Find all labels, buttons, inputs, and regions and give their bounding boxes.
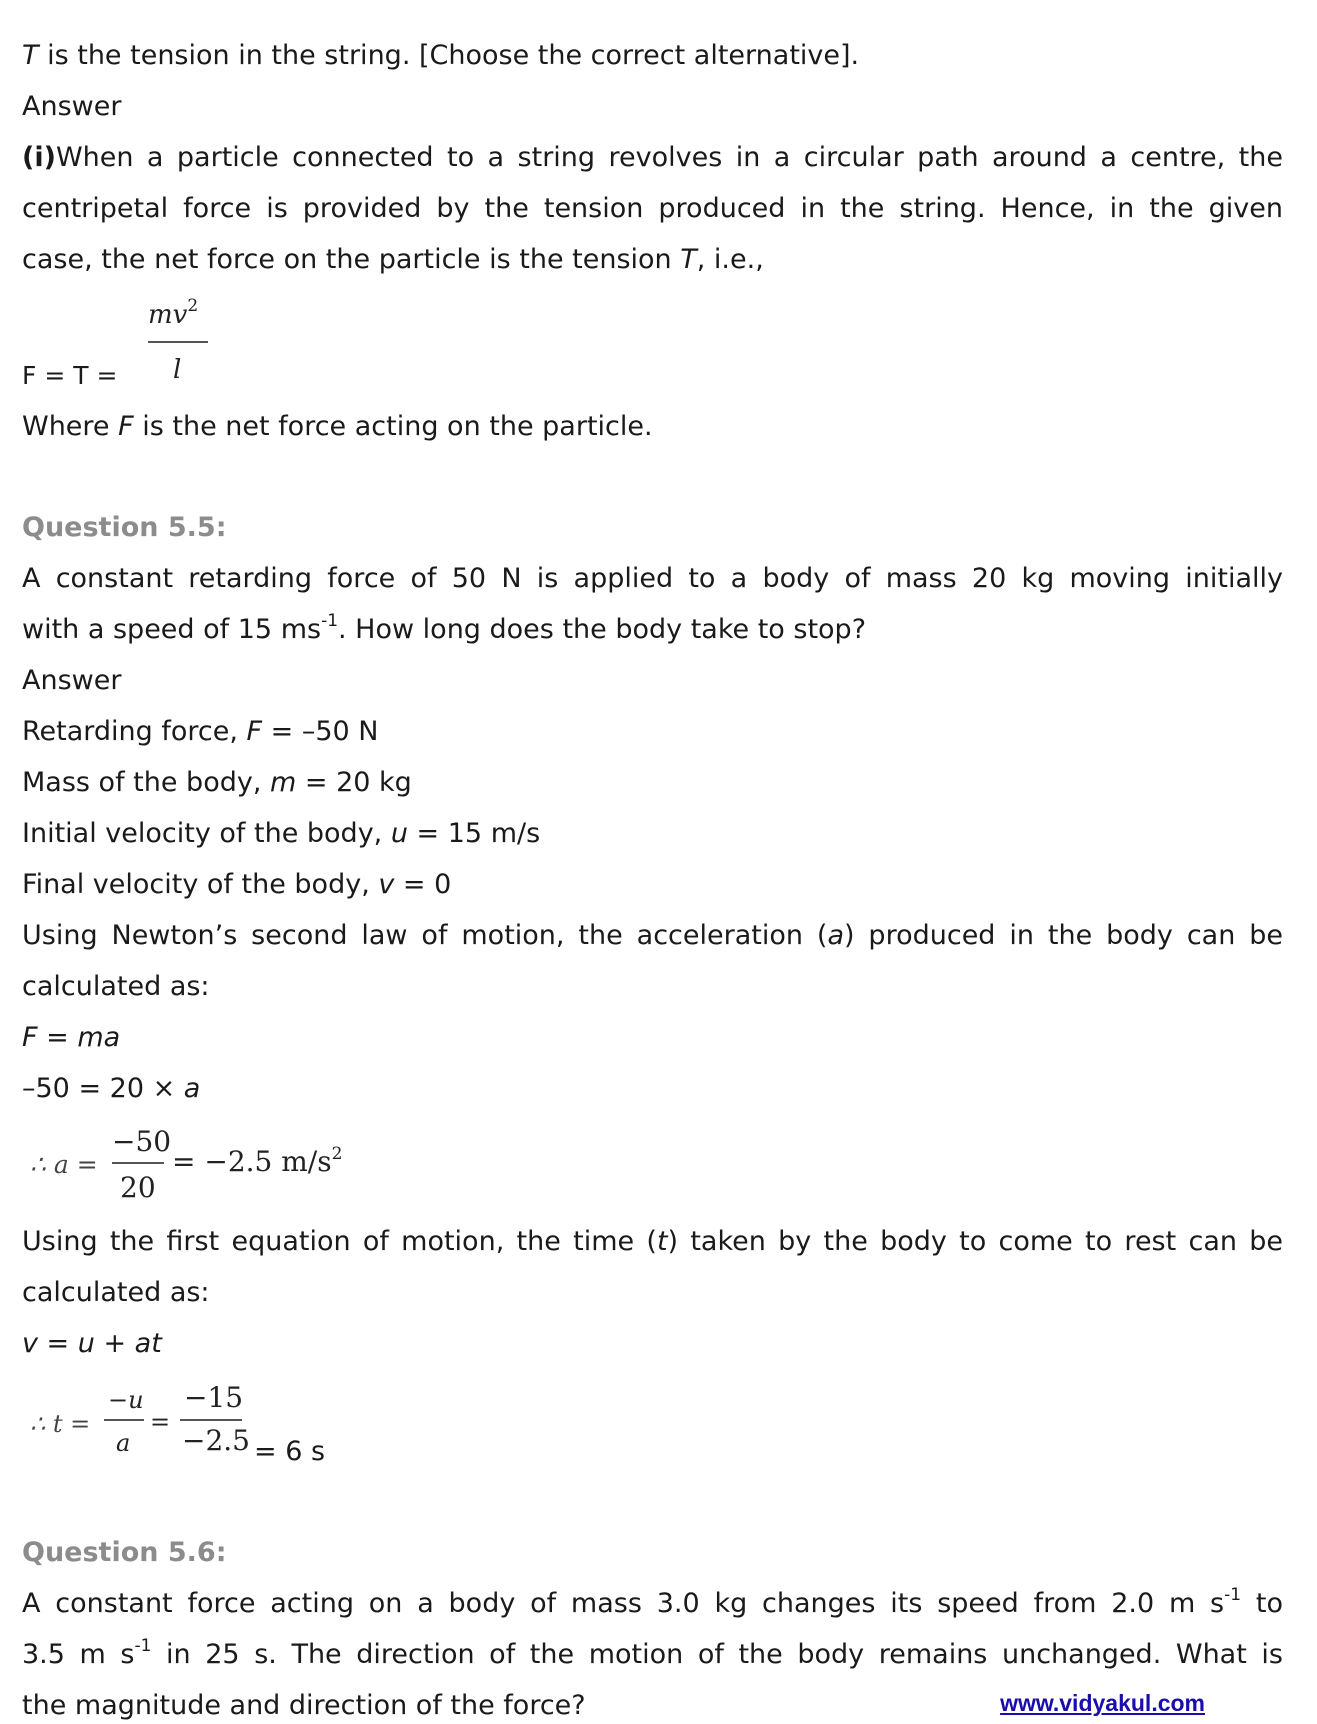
question-text: the magnitude and direction of the force?: [22, 1690, 586, 1721]
equation-line: –50 = 20 × a: [22, 1073, 201, 1104]
question-text: with a speed of 15 $ms^{-1}$. How long does the body take to stop?: [22, 611, 867, 645]
given-line: Initial velocity of the body, u = 15 m/s: [22, 818, 541, 849]
given-line: Retarding force, F = –50 N: [22, 716, 379, 747]
where-sentence: Where F is the net force acting on the particle.: [22, 411, 653, 442]
fraction-denominator: 20: [120, 1171, 156, 1204]
explanation-line: calculated as:: [22, 971, 210, 1002]
answer-label: Answer: [22, 91, 122, 122]
fraction-numerator: −50: [112, 1125, 172, 1158]
fraction-numerator: −u: [108, 1386, 144, 1414]
equation-lhs: ∴ t =: [30, 1410, 91, 1438]
question-text: A constant force acting on a body of mass 3.0 kg changes its speed from 2.0 m $s^{-1}$ to: [22, 1585, 1283, 1619]
para-line: (i)When a particle connected to a string revolves in a circular path around a centre, the: [22, 142, 1283, 173]
equation-result: = 6 s: [254, 1436, 326, 1467]
equation-v-u-at: v = u + at: [22, 1328, 162, 1359]
fraction-bar: [112, 1162, 164, 1164]
question-text: A constant retarding force of 50 N is applied to a body of mass 20 kg moving initially: [22, 563, 1283, 594]
equation-lhs: ∴ a =: [30, 1150, 98, 1179]
fraction-numerator: −15: [184, 1381, 244, 1414]
explanation-line: calculated as:: [22, 1277, 210, 1308]
fraction-denominator: a: [116, 1429, 131, 1457]
explanation-line: Using the first equation of motion, the time (t) taken by the body to come to rest can be: [22, 1226, 1283, 1257]
para-line: centripetal force is provided by the tension produced in the string. Hence, in the given: [22, 193, 1283, 224]
fraction-bar: [104, 1419, 144, 1421]
para-line: case, the net force on the particle is the tension T, i.e.,: [22, 244, 764, 275]
question-title: Question 5.5:: [22, 512, 227, 543]
fraction-bar: [180, 1419, 242, 1421]
question-title: Question 5.6:: [22, 1537, 227, 1568]
given-line: Final velocity of the body, v = 0: [22, 869, 452, 900]
equation-denominator: l: [173, 355, 182, 385]
equation-result: = −2.5 $m/s^2$: [172, 1144, 343, 1178]
equation-lhs: F = T =: [22, 361, 118, 390]
given-line: Mass of the body, m = 20 kg: [22, 767, 412, 798]
footer-website-link[interactable]: www.vidyakul.com: [1000, 1690, 1205, 1716]
explanation-line: Using Newton’s second law of motion, the acceleration (a) produced in the body can be: [22, 920, 1283, 951]
fraction-denominator: −2.5: [182, 1424, 250, 1457]
equation-f-ma: F = ma: [22, 1022, 121, 1053]
equation-numerator: $mv^2$: [148, 296, 199, 330]
equals-sign: =: [150, 1408, 171, 1436]
fraction-bar: [148, 341, 208, 343]
question-text: 3.5 m $s^{-1}$ in 25 s. The direction of the motion of the body remains unchanged. What is: [22, 1636, 1283, 1670]
answer-label: Answer: [22, 665, 122, 696]
tension-sentence: T is the tension in the string. [Choose the correct alternative].: [22, 40, 860, 71]
